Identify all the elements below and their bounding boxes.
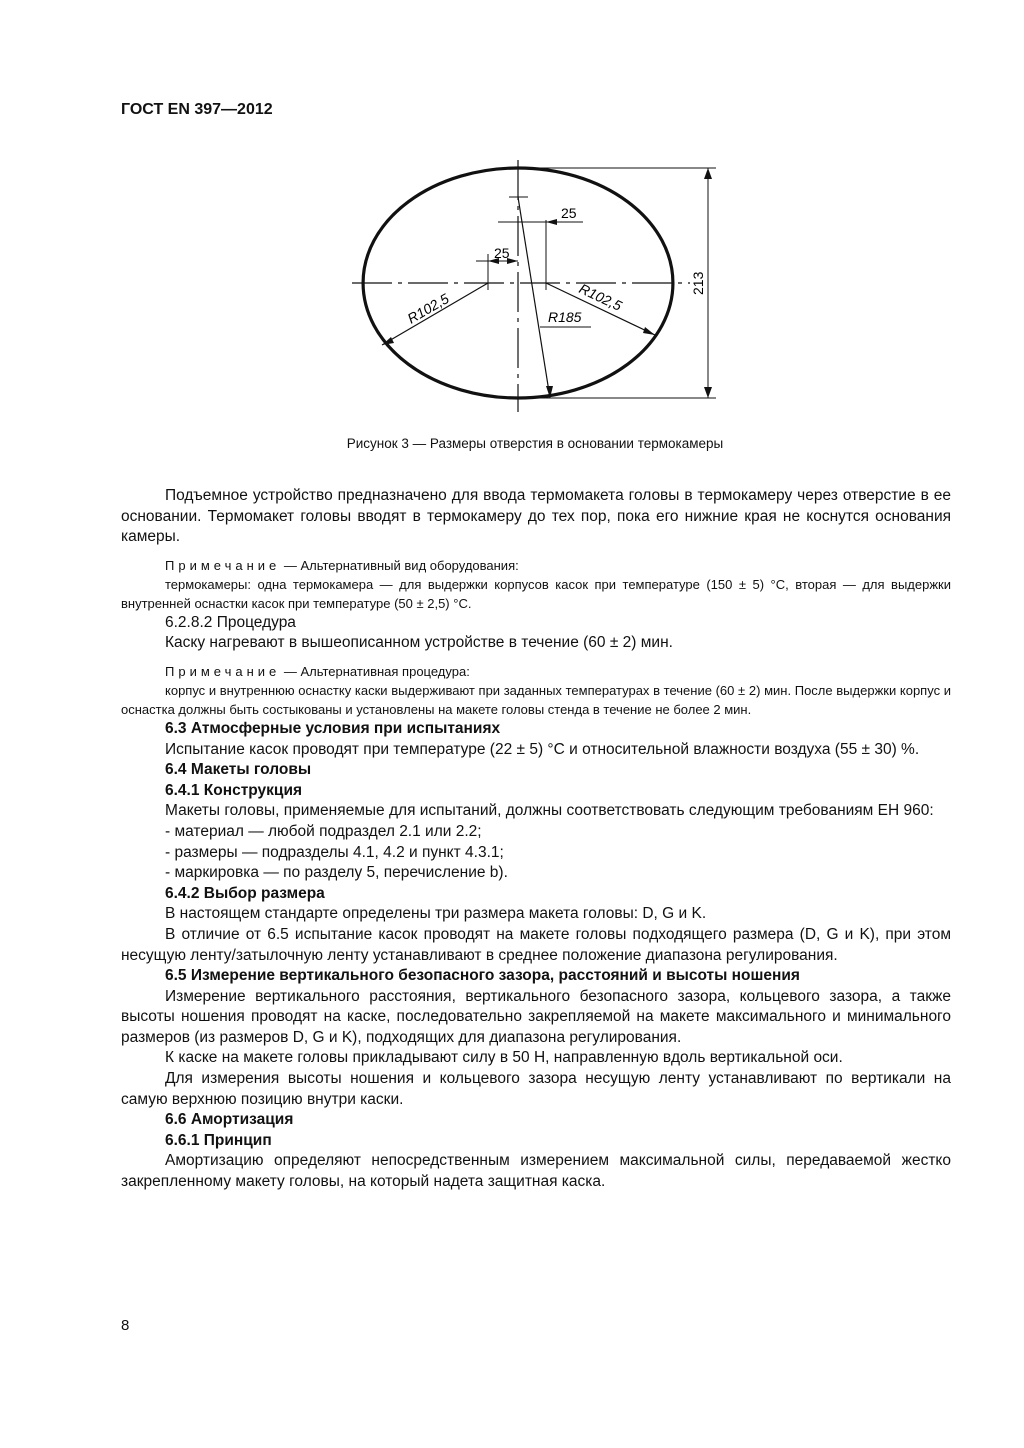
radius-center-label: R185 <box>548 309 582 325</box>
note-text: термокамеры: одна термокамера — для выдержки корпусов касок при температуре (150 ± 5) °C, вторая — для выдержки внутренней оснастки касок при температуре (50 ± 2,5) °C. <box>121 576 951 611</box>
paragraph: Измерение вертикального расстояния, вертикального безопасного зазора, кольцевого зазора, а также высоты ношения проводят на каске, последовательно закрепляемой на макете максимального и минимального размеров (из размеров D, G и K), подходящих для диапазона регулирования. <box>121 987 951 1046</box>
heading-6-5: 6.5 Измерение вертикального безопасного зазора, расстояний и высоты ношения <box>165 967 800 985</box>
paragraph: Макеты головы, применяемые для испытаний, должны соответствовать следующим требованиям ЕН 960: <box>165 802 934 820</box>
paragraph: Подъемное устройство предназначено для ввода термомакета головы в термокамеру через отверстие в ее основании. Термомакет головы вводят в термокамеру до тех пор, пока его нижние края не коснутся основания камеры. <box>121 487 951 546</box>
note-title: — Альтернативная процедура: <box>280 663 470 679</box>
dimension-25-mid: 25 <box>494 245 510 261</box>
heading-6-4-1: 6.4.1 Конструкция <box>165 781 303 799</box>
radius-right-label: R102,5 <box>576 280 625 314</box>
list-item: - маркировка — по разделу 5, перечисление b). <box>165 864 508 882</box>
note-text: корпус и внутреннюю оснастку каски выдерживают при заданных температурах в течение (60 ± 2) мин. После выдержки корпус и оснастка должны быть состыкованы и установлены на макете головы стенда в течение не более 2 мин. <box>121 682 951 717</box>
paragraph: В отличие от 6.5 испытание касок проводят на макете головы подходящего размера (D, G и K), при этом несущую ленту/затылочную ленту устанавливают в среднее положение диапазона регулирования. <box>121 925 951 964</box>
r185-line <box>518 197 550 398</box>
heading-6-6-1: 6.6.1 Принцип <box>165 1131 272 1149</box>
document-header: ГОСТ EN 397—2012 <box>121 101 273 118</box>
document-body <box>121 486 951 1193</box>
note-label: Примечание <box>165 557 281 573</box>
note-title: — Альтернативный вид оборудования: <box>280 557 519 573</box>
paragraph: Каску нагревают в вышеописанном устройстве в течение (60 ± 2) мин. <box>165 634 673 652</box>
radius-left-label: R102,5 <box>404 290 452 327</box>
paragraph: Для измерения высоты ношения и кольцевого зазора несущую ленту устанавливают по вертикали на самую верхнюю позицию внутри каски. <box>121 1070 951 1108</box>
dimension-213: 213 <box>690 271 706 295</box>
dimension-25-top: 25 <box>561 205 577 221</box>
paragraph: К каске на макете головы прикладывают силу в 50 Н, направленную вдоль вертикальной оси. <box>165 1049 843 1067</box>
heading-6-4: 6.4 Макеты головы <box>165 761 312 779</box>
page-number: 8 <box>121 1317 130 1334</box>
paragraph: Испытание касок проводят при температуре (22 ± 5) °C и относительной влажности воздуха (55 ± 30) %. <box>165 740 920 758</box>
heading-6-6: 6.6 Амортизация <box>165 1111 294 1129</box>
paragraph: Амортизацию определяют непосредственным измерением максимальной силы, передаваемой жестко закрепленному макету головы, на который надета защитная каска. <box>121 1152 951 1191</box>
r102-left-line <box>382 283 488 345</box>
note-label: Примечание <box>165 663 281 679</box>
note-2 <box>121 662 951 681</box>
heading-6-3: 6.3 Атмосферные условия при испытаниях <box>165 719 501 737</box>
figure-3-drawing <box>0 0 1024 430</box>
heading-6-4-2: 6.4.2 Выбор размера <box>165 884 325 902</box>
paragraph: В настоящем стандарте определены три размера макета головы: D, G и K. <box>165 905 707 923</box>
note-1 <box>121 556 951 575</box>
list-item: - размеры — подразделы 4.1, 4.2 и пункт 4.3.1; <box>165 843 504 861</box>
figure-caption: Рисунок 3 — Размеры отверстия в основании термокамеры <box>346 436 724 451</box>
list-item: - материал — любой подраздел 2.1 или 2.2; <box>165 822 482 840</box>
subsection-6-2-8-2: 6.2.8.2 Процедура <box>165 613 296 631</box>
